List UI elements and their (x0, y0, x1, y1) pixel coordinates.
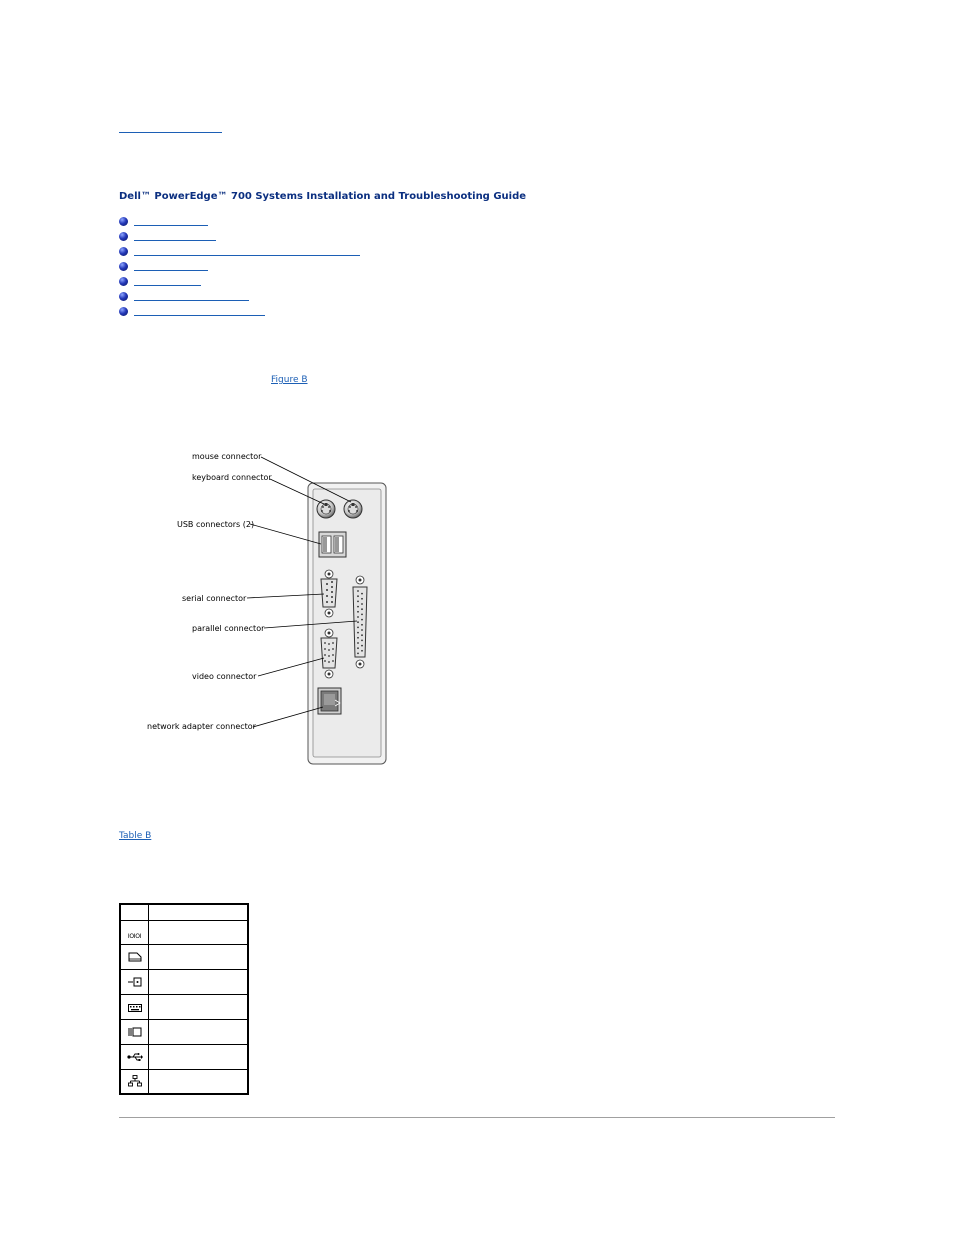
parallel-pin (361, 629, 363, 631)
toc-link-2[interactable] (134, 240, 216, 241)
usb-connectors-label: USB connectors (2) (177, 520, 255, 529)
parallel-pin (357, 653, 359, 655)
parallel-port (353, 576, 367, 668)
table-row (120, 1069, 248, 1094)
header-cell-icon (120, 904, 149, 920)
table-row (120, 1019, 248, 1044)
parallel-pin (361, 603, 363, 605)
printer-icon (120, 944, 149, 969)
table-row (120, 994, 248, 1019)
keyboard-connector-label: keyboard connector (192, 473, 272, 482)
table-header-row (120, 904, 248, 920)
parallel-pin (357, 601, 359, 603)
parallel-pin (361, 650, 363, 652)
toc-link-3[interactable] (134, 255, 360, 256)
divider (119, 1117, 835, 1118)
table-cell (149, 969, 249, 994)
parallel-pin (357, 611, 359, 613)
serial-port-icon (120, 969, 149, 994)
parallel-pin (357, 647, 359, 649)
toc-link-7[interactable] (134, 315, 265, 316)
guide-title: Dell™ PowerEdge™ 700 Systems Installation and Troubleshooting Guide (119, 191, 527, 202)
network-icon (120, 1069, 149, 1094)
table-cell (149, 920, 249, 944)
parallel-pin (357, 595, 359, 597)
keyboard-icon (120, 994, 149, 1019)
table-cell (149, 1019, 249, 1044)
table-cell (149, 994, 249, 1019)
table-cell (149, 1069, 249, 1094)
parallel-pin (357, 606, 359, 608)
header-cell-connector (149, 904, 249, 920)
parallel-pin (361, 645, 363, 647)
video-connector-label: video connector (192, 672, 257, 681)
parallel-pin (357, 627, 359, 629)
parallel-pin (357, 616, 359, 618)
toc-link-4[interactable] (134, 270, 208, 271)
table-cell (149, 1044, 249, 1069)
table-row (120, 1044, 248, 1069)
back-panel-diagram (140, 445, 390, 770)
usb-icon (120, 1044, 149, 1069)
usb-ports (319, 532, 346, 557)
connector-icon-table (119, 903, 249, 1095)
table-reference-link[interactable]: Table B (119, 831, 152, 841)
table-row (120, 969, 248, 994)
parallel-pin (361, 608, 363, 610)
parallel-pin (361, 640, 363, 642)
parallel-pin (361, 624, 363, 626)
parallel-port-icon: IOIOI (120, 920, 149, 944)
network-port (318, 688, 341, 714)
parallel-connector-label: parallel connector (192, 624, 265, 633)
bullet-icon (119, 292, 128, 301)
keyboard-port (317, 500, 335, 518)
parallel-pin (361, 614, 363, 616)
top-link[interactable] (119, 124, 222, 133)
bullet-icon (119, 262, 128, 271)
parallel-pin (361, 593, 363, 595)
bullet-icon (119, 232, 128, 241)
parallel-pin (357, 632, 359, 634)
parallel-pin (357, 621, 359, 623)
bullet-icon (119, 217, 128, 226)
parallel-pin (361, 634, 363, 636)
toc-link-6[interactable] (134, 300, 249, 301)
parallel-pin (357, 642, 359, 644)
network-adapter-connector-label: network adapter connector (147, 722, 256, 731)
table-row (120, 920, 248, 944)
bullet-icon (119, 247, 128, 256)
table-row (120, 944, 248, 969)
bullet-icon (119, 277, 128, 286)
figure-reference-link[interactable]: Figure B (271, 375, 308, 385)
parallel-pin (357, 637, 359, 639)
toc-link-5[interactable] (134, 285, 201, 286)
video-icon (120, 1019, 149, 1044)
parallel-pin (361, 619, 363, 621)
toc-link-1[interactable] (134, 225, 208, 226)
mouse-connector-label: mouse connector (192, 452, 262, 461)
mouse-port (344, 500, 362, 518)
parallel-pin (361, 598, 363, 600)
bullet-icon (119, 307, 128, 316)
parallel-pin (357, 590, 359, 592)
table-cell (149, 944, 249, 969)
serial-connector-label: serial connector (182, 594, 247, 603)
